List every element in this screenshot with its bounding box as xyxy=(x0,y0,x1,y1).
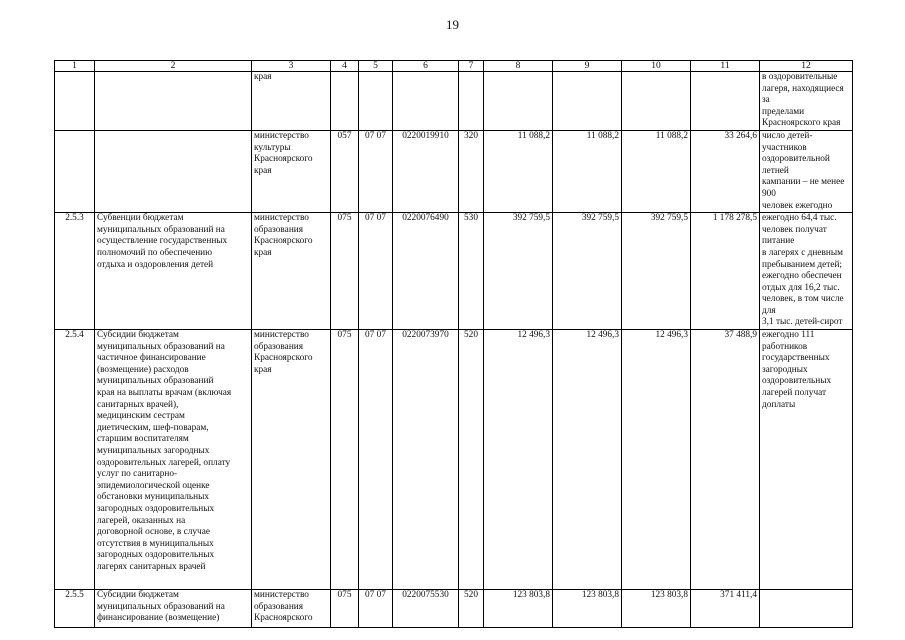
grbs-code: 075 xyxy=(331,213,359,330)
row-number xyxy=(55,72,95,131)
column-header: 7 xyxy=(459,61,484,72)
year2-amount: 12 496,3 xyxy=(553,330,622,590)
column-header: 8 xyxy=(484,61,553,72)
measure-name: Субсидии бюджетам муниципальных образований на финансирование (возмещение) xyxy=(95,590,252,628)
year2-amount: 392 759,5 xyxy=(553,213,622,330)
agency: министерство образования Красноярского края xyxy=(252,330,331,590)
agency: края xyxy=(252,72,331,131)
table-row xyxy=(55,590,853,628)
target-article-code xyxy=(393,72,459,131)
year3-amount: 123 803,8 xyxy=(622,590,691,628)
year3-amount xyxy=(622,72,691,131)
total-amount: 371 411,4 xyxy=(691,590,760,628)
year1-amount: 123 803,8 xyxy=(484,590,553,628)
agency: министерство образования Красноярского xyxy=(252,590,331,628)
year2-amount: 123 803,8 xyxy=(553,590,622,628)
column-header: 10 xyxy=(622,61,691,72)
section-code: 07 07 xyxy=(359,213,393,330)
measure-name: Субсидии бюджетам муниципальных образований на частичное финансирование (возмещение) расходов муниципальных образований края на выплаты врачам (включая санитарных врачей), медицинским сестрам диетическим, шеф-поварам, старшим воспитателям муниципальных загородных оздоровительных лагерей, оплату услуг по санитарно- эпидемиологической оценке обстановки муниципальных загородных оздоровительных лагерей, оказанных на договорной основе, в случае отсутствия в муниципальных загородных оздоровительных лагерях санитарных врачей xyxy=(95,330,252,590)
year1-amount: 11 088,2 xyxy=(484,130,553,212)
expense-type-code: 530 xyxy=(459,213,484,330)
year2-amount: 11 088,2 xyxy=(553,130,622,212)
agency: министерство культуры Красноярского края xyxy=(252,130,331,212)
total-amount: 33 264,6 xyxy=(691,130,760,212)
expense-type-code: 320 xyxy=(459,130,484,212)
grbs-code xyxy=(331,72,359,131)
target-article-code: 0220073970 xyxy=(393,330,459,590)
expense-type-code: 520 xyxy=(459,590,484,628)
measure-name xyxy=(95,130,252,212)
expected-result: в оздоровительные лагеря, находящиеся за пределами Красноярского края xyxy=(760,72,853,131)
total-amount: 1 178 278,5 xyxy=(691,213,760,330)
year2-amount xyxy=(553,72,622,131)
row-number: 2.5.4 xyxy=(55,330,95,590)
expected-result xyxy=(760,590,853,628)
row-number: 2.5.3 xyxy=(55,213,95,330)
page-number: 19 xyxy=(446,17,459,32)
column-header: 11 xyxy=(691,61,760,72)
expense-type-code xyxy=(459,72,484,131)
table-row xyxy=(55,213,853,330)
table-row xyxy=(55,330,853,590)
target-article-code: 0220075530 xyxy=(393,590,459,628)
section-code: 07 07 xyxy=(359,130,393,212)
column-header: 12 xyxy=(760,61,853,72)
table-row xyxy=(55,130,853,212)
column-header: 9 xyxy=(553,61,622,72)
column-header: 3 xyxy=(252,61,331,72)
column-header: 5 xyxy=(359,61,393,72)
year1-amount: 392 759,5 xyxy=(484,213,553,330)
section-code: 07 07 xyxy=(359,330,393,590)
grbs-code: 075 xyxy=(331,330,359,590)
measure-name xyxy=(95,72,252,131)
year1-amount xyxy=(484,72,553,131)
target-article-code: 0220019910 xyxy=(393,130,459,212)
agency: министерство образования Красноярского края xyxy=(252,213,331,330)
column-number-row xyxy=(55,61,853,72)
measure-name: Субвенции бюджетам муниципальных образований на осуществление государственных полномочий по обеспечению отдыха и оздоровления детей xyxy=(95,213,252,330)
grbs-code: 075 xyxy=(331,590,359,628)
year3-amount: 12 496,3 xyxy=(622,330,691,590)
grbs-code: 057 xyxy=(331,130,359,212)
expected-result: ежегодно 64,4 тыс. человек получат питание в лагерях с дневным пребыванием детей; ежегодно обеспечен отдых для 16,2 тыс. человек, в том числе для 3,1 тыс. детей-сирот xyxy=(760,213,853,330)
row-number xyxy=(55,130,95,212)
program-table xyxy=(54,60,853,628)
column-header: 2 xyxy=(95,61,252,72)
target-article-code: 0220076490 xyxy=(393,213,459,330)
year3-amount: 392 759,5 xyxy=(622,213,691,330)
total-amount: 37 488,9 xyxy=(691,330,760,590)
total-amount xyxy=(691,72,760,131)
year3-amount: 11 088,2 xyxy=(622,130,691,212)
column-header: 6 xyxy=(393,61,459,72)
table-row xyxy=(55,72,853,131)
expense-type-code: 520 xyxy=(459,330,484,590)
column-header: 1 xyxy=(55,61,95,72)
year1-amount: 12 496,3 xyxy=(484,330,553,590)
expected-result: число детей-участников оздоровительной летней кампании – не менее 900 человек ежегодно xyxy=(760,130,853,212)
row-number: 2.5.5 xyxy=(55,590,95,628)
column-header: 4 xyxy=(331,61,359,72)
expected-result: ежегодно 111 работников государственных загородных оздоровительных лагерей получат доплаты xyxy=(760,330,853,590)
section-code xyxy=(359,72,393,131)
section-code: 07 07 xyxy=(359,590,393,628)
